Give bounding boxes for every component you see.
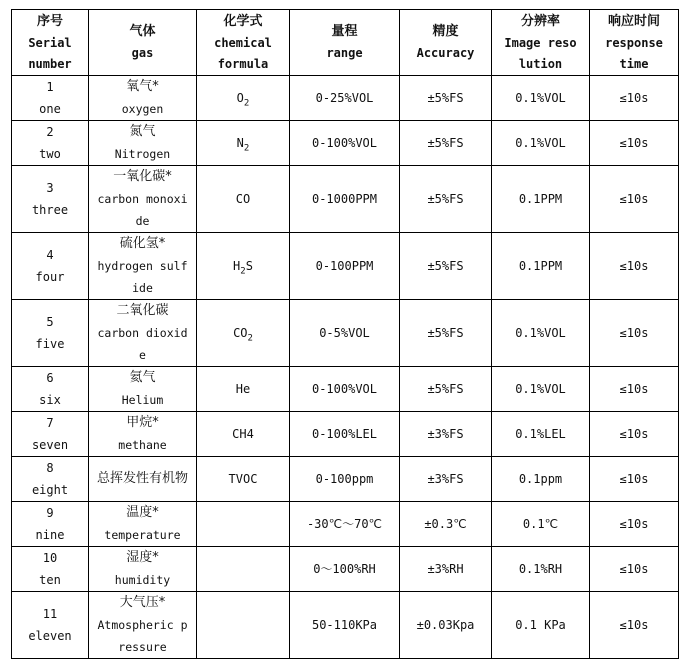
gas-name-en: oxygen [121,102,164,116]
header-resolution: 分辨率 Image reso lution [492,10,590,76]
cell-range: 0-5%VOL [290,300,400,367]
cell-response: ≤10s [590,547,679,592]
cell-response: ≤10s [590,300,679,367]
cell-resolution: 0.1%VOL [492,121,590,166]
cell-accuracy: ±5%FS [400,367,492,412]
cell-accuracy: ±3%FS [400,457,492,502]
header-accuracy: 精度 Accuracy [400,10,492,76]
cell-accuracy: ±5%FS [400,121,492,166]
serial-word: four [35,270,65,284]
cell-accuracy: ±3%RH [400,547,492,592]
cell-serial [12,592,89,659]
gas-name-en: humidity [114,573,171,587]
formula-main: N [236,136,244,150]
gas-name-en: de [135,214,150,228]
gas-name-zh: 湿度* [126,550,159,565]
serial-number: 1 [46,80,54,94]
table-row [12,412,679,457]
cell-range: 0-100%VOL [290,121,400,166]
formula-subscript: 2 [243,98,250,109]
cell-formula [197,166,290,233]
cell-resolution: 0.1PPM [492,233,590,300]
gas-name-en: carbon monoxi [97,192,188,206]
header-formula: 化学式 chemical formula [197,10,290,76]
table-row [12,547,679,592]
serial-number: 3 [46,181,54,195]
gas-name-zh: 硫化氢* [119,236,166,251]
serial-word: seven [31,438,69,452]
gas-name-en: e [139,348,146,362]
gas-name-zh: 氮气 [129,124,156,139]
table-row [12,76,679,121]
serial-word: three [31,203,69,217]
table-row [12,502,679,547]
cell-gas [89,592,197,659]
cell-formula [197,457,290,502]
cell-response: ≤10s [590,367,679,412]
cell-gas [89,367,197,412]
cell-range: 0～100%RH [290,547,400,592]
header-response: 响应时间 response time [590,10,679,76]
gas-name-en: Helium [121,393,164,407]
cell-formula [197,547,290,592]
cell-gas [89,412,197,457]
gas-name-zh: 二氧化碳 [116,303,169,318]
formula-subscript: 2 [247,333,253,344]
gas-name-zh: 一氧化碳* [113,169,172,184]
table-row [12,367,679,412]
cell-accuracy: ±5%FS [400,166,492,233]
cell-formula [197,412,290,457]
cell-range: 0-25%VOL [290,76,400,121]
serial-word: eight [31,483,69,497]
header-row [12,10,679,76]
cell-resolution: 0.1%VOL [492,76,590,121]
cell-resolution: 0.1ppm [492,457,590,502]
cell-serial [12,502,89,547]
gas-name-en: methane [118,438,167,452]
gas-name-en: hydrogen sulf [97,259,188,273]
cell-response: ≤10s [590,457,679,502]
serial-number: 9 [46,506,54,520]
serial-word: two [39,147,61,161]
cell-gas [89,233,197,300]
table-row [12,300,679,367]
cell-resolution: 0.1 KPa [492,592,590,659]
cell-accuracy: ±3%FS [400,412,492,457]
header-serial: 序号 Serial number [12,10,89,76]
cell-range: 0-100%LEL [290,412,400,457]
table-row [12,457,679,502]
serial-number: 5 [46,315,54,329]
cell-range: 0-100PPM [290,233,400,300]
cell-resolution: 0.1%LEL [492,412,590,457]
serial-number: 2 [46,125,54,139]
formula-main: CO [235,192,251,206]
cell-serial [12,121,89,166]
cell-gas [89,300,197,367]
formula-tail: S [245,259,253,273]
serial-number: 10 [42,551,58,565]
cell-gas [89,457,197,502]
gas-name-en: ressure [118,640,167,654]
formula-main: CH4 [232,427,254,441]
cell-range: 0-100%VOL [290,367,400,412]
cell-response: ≤10s [590,76,679,121]
cell-formula [197,502,290,547]
cell-response: ≤10s [590,502,679,547]
serial-number: 6 [46,371,54,385]
table-row [12,121,679,166]
formula-subscript: 2 [240,266,246,277]
cell-range: 0-100ppm [290,457,400,502]
gas-spec-table [11,9,679,659]
cell-response: ≤10s [590,592,679,659]
cell-resolution: 0.1%VOL [492,367,590,412]
gas-name-zh: 氧气* [126,79,159,94]
header-gas: 气体 gas [89,10,197,76]
table-row [12,166,679,233]
cell-range: -30℃～70℃ [290,502,400,547]
serial-number: 11 [42,607,58,621]
cell-gas [89,121,197,166]
serial-number: 4 [46,248,54,262]
cell-resolution: 0.1PPM [492,166,590,233]
formula-main: CO [233,326,248,340]
formula-main: H [233,259,241,273]
serial-word: six [39,393,61,407]
serial-number: 7 [46,416,54,430]
cell-response: ≤10s [590,121,679,166]
serial-word: eleven [28,629,72,643]
table-row [12,592,679,659]
formula-subscript: 2 [243,143,250,154]
cell-range: 0-1000PPM [290,166,400,233]
cell-serial [12,367,89,412]
cell-response: ≤10s [590,233,679,300]
serial-word: nine [35,528,65,542]
cell-resolution: 0.1℃ [492,502,590,547]
cell-gas [89,547,197,592]
cell-accuracy: ±5%FS [400,233,492,300]
cell-formula [197,367,290,412]
cell-accuracy: ±5%FS [400,76,492,121]
gas-name-zh: 甲烷* [126,415,159,430]
cell-serial [12,76,89,121]
gas-name-zh: 氦气 [129,370,156,385]
serial-number: 8 [46,461,54,475]
cell-resolution: 0.1%VOL [492,300,590,367]
table-row [12,233,679,300]
cell-serial [12,166,89,233]
cell-formula [197,592,290,659]
cell-range: 50-110KPa [290,592,400,659]
cell-serial [12,300,89,367]
cell-response: ≤10s [590,412,679,457]
gas-name-zh: 温度* [126,505,159,520]
cell-formula [197,233,290,300]
serial-word: one [39,102,61,116]
header-range: 量程 range [290,10,400,76]
gas-name-en: Nitrogen [114,147,171,161]
cell-serial [12,547,89,592]
serial-word: five [35,337,65,351]
formula-main: TVOC [228,472,258,486]
cell-accuracy: ±5%FS [400,300,492,367]
cell-accuracy: ±0.03Kpa [400,592,492,659]
serial-word: ten [39,573,61,587]
cell-serial [12,412,89,457]
cell-serial [12,457,89,502]
cell-formula [197,121,290,166]
cell-gas [89,502,197,547]
cell-resolution: 0.1%RH [492,547,590,592]
gas-name-zh: 总挥发性有机物 [96,471,188,486]
gas-name-en: ide [132,281,153,295]
formula-main: O [236,91,244,105]
cell-accuracy: ±0.3℃ [400,502,492,547]
cell-response: ≤10s [590,166,679,233]
gas-name-en: Atmospheric p [97,618,188,632]
cell-formula [197,76,290,121]
cell-formula [197,300,290,367]
cell-gas [89,166,197,233]
cell-gas [89,76,197,121]
gas-name-zh: 大气压* [119,595,166,610]
gas-name-en: carbon dioxid [97,326,188,340]
cell-serial [12,233,89,300]
formula-main: He [235,382,251,396]
gas-name-en: temperature [104,528,181,542]
